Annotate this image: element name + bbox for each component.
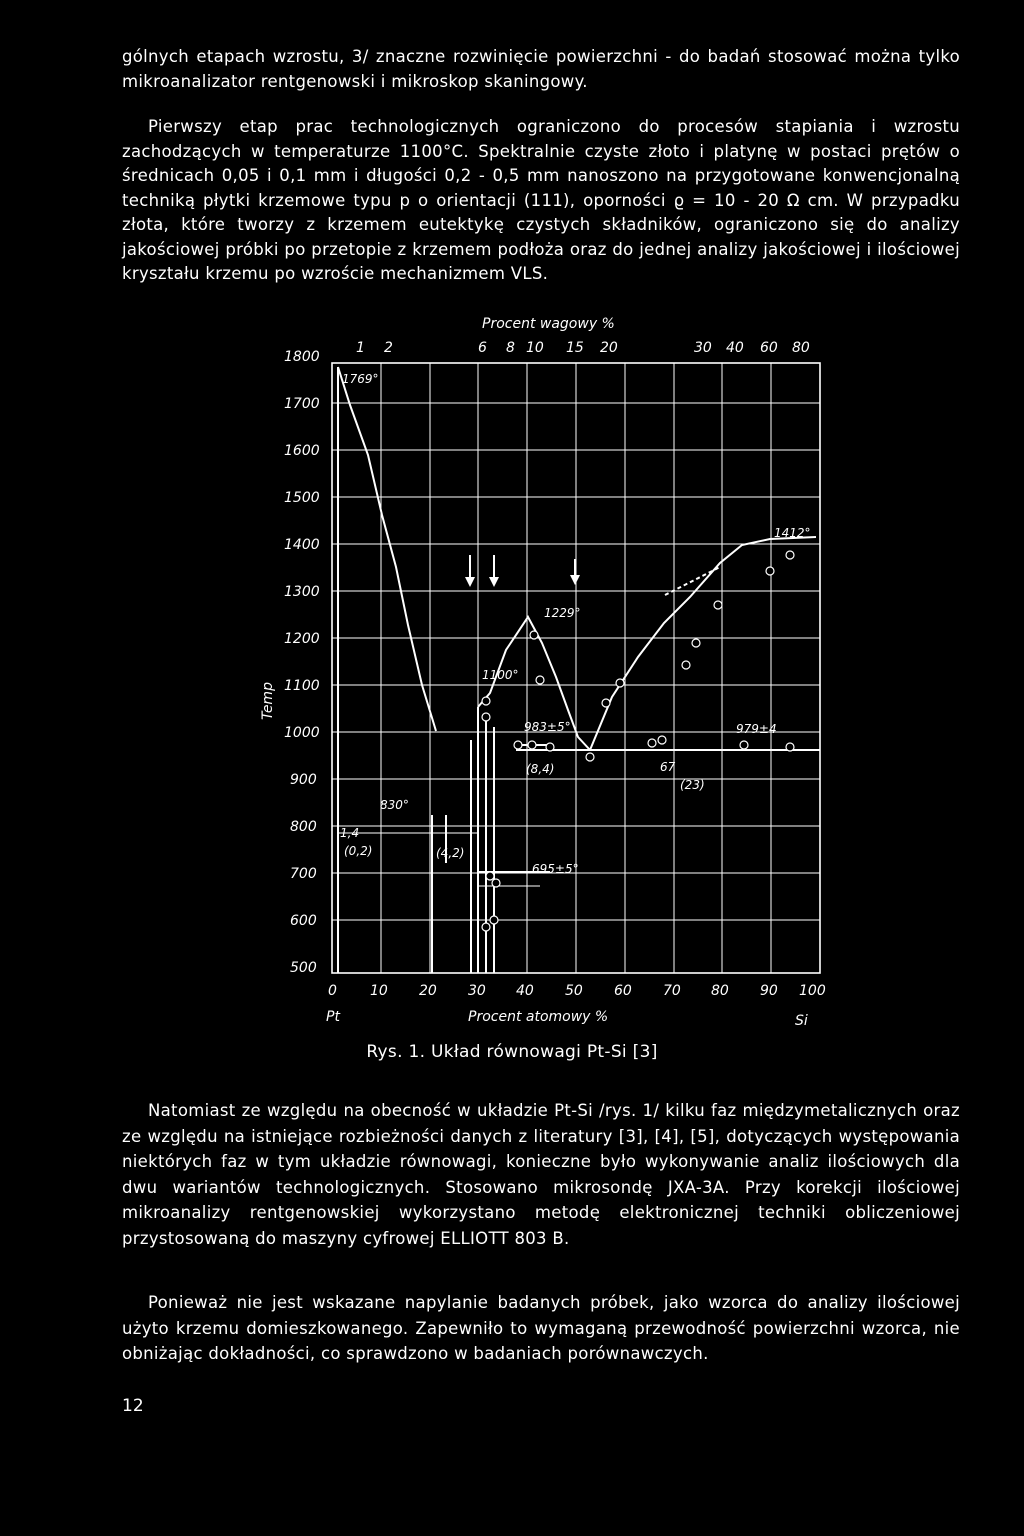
- top-tick: 40: [726, 340, 744, 356]
- paragraph-technology-stage: Pierwszy etap prac technologicznych ograniczono do procesów stapiania i wzrostu zachodzących w temperaturze 1100°C. Spektralnie czyste złoto i platynę w postaci prętów o średnicach 0,05 i 0,1 mm i długości 0,2 - 0,5 mm nanoszono na przygotowane konwencjonalną techniką płytki krzemowe typu p o orientacji (111), oporności ϱ = 10 - 20 Ω cm. W przypadku złota, które tworzy z krzemem eutektykę czystych składników, ograniczono się do analizy jakościowej próbki po przetopie z krzemem podłoża oraz do jednej analizy jakościowej i ilościowej kryształu krzemu po wzroście mechanizmem VLS.: [122, 117, 960, 283]
- y-tick: 1700: [284, 396, 320, 412]
- paragraph-intro-continuation: gólnych etapach wzrostu, 3/ znaczne rozwinięcie powierzchni - do badań stosować można tylko mikroanalizator rentgenowski i mikroskop skaningowy.: [122, 47, 960, 91]
- x-tick: 20: [419, 983, 437, 999]
- x-tick: 10: [370, 983, 388, 999]
- x-left-label: Pt: [326, 1009, 340, 1025]
- phase-arrows: [465, 555, 580, 587]
- annotation-1769: 1769°: [342, 372, 379, 386]
- top-tick: 60: [760, 340, 778, 356]
- top-tick: 30: [694, 340, 712, 356]
- y-tick: 1800: [284, 349, 320, 365]
- y-tick: 1300: [284, 584, 320, 600]
- figure-caption: Rys. 1. Układ równowagi Pt-Si [3]: [366, 1042, 658, 1062]
- x-tick: 80: [711, 983, 729, 999]
- y-tick: 800: [290, 819, 317, 835]
- y-tick: 600: [290, 913, 317, 929]
- x-tick: 0: [328, 983, 337, 999]
- top-axis-ticks: [356, 340, 810, 356]
- y-tick: 1600: [284, 443, 320, 459]
- liquidus-curves: [338, 367, 816, 750]
- annotation-979: 979±4: [736, 722, 777, 736]
- y-tick: 1200: [284, 631, 320, 647]
- solidus-and-phase-lines: [338, 367, 820, 973]
- annotation-830: 830°: [380, 798, 409, 812]
- annotation-4-2: (4,2): [436, 846, 465, 860]
- top-tick: 1: [356, 340, 365, 356]
- x-axis-title: Procent atomowy %: [468, 1009, 609, 1025]
- annotation-1412: 1412°: [774, 526, 811, 540]
- phase-diagram-svg: [250, 305, 850, 1030]
- x-axis-ticks: [328, 983, 826, 999]
- top-tick: 80: [792, 340, 810, 356]
- annotation-23: (23): [680, 778, 705, 792]
- pt-si-phase-diagram: [250, 305, 850, 1030]
- annotation-1100: 1100°: [482, 668, 519, 682]
- x-tick: 40: [516, 983, 534, 999]
- top-tick: 2: [384, 340, 393, 356]
- y-axis-ticks: [284, 349, 320, 976]
- x-right-label: Si: [795, 1013, 808, 1029]
- y-tick: 1000: [284, 725, 320, 741]
- diagram-annotations: [340, 372, 811, 876]
- y-tick: 1400: [284, 537, 320, 553]
- annotation-983: 983±5°: [524, 720, 571, 734]
- paragraph-pt-si-analysis: Natomiast ze względu na obecność w układzie Pt-Si /rys. 1/ kilku faz międzymetalicznych oraz ze względu na istniejące rozbieżności danych z literatury [3], [4], [5], dotyczących występowania niektórych faz w tym układzie równowagi, konieczne było wykonywanie analiz ilościowych dla dwu wariantów technologicznych. Stosowano mikrosondę JXA-3A. Przy korekcji ilościowej mikroanalizy rentgenowskiej wykorzystano metodę elektronicznej techniki obliczeniowej przystosowaną do maszyny cyfrowej ELLIOTT 803 B.: [122, 1101, 960, 1248]
- annotation-1229: 1229°: [544, 606, 581, 620]
- y-tick: 500: [290, 960, 317, 976]
- annotation-67: 67: [660, 760, 676, 774]
- annotation-0-2: (0,2): [344, 844, 373, 858]
- x-tick: 50: [565, 983, 583, 999]
- data-points: [482, 551, 794, 931]
- page-number: 12: [122, 1396, 144, 1416]
- y-tick: 700: [290, 866, 317, 882]
- y-axis-title: Temp: [260, 682, 276, 720]
- top-tick: 15: [566, 340, 584, 356]
- x-tick: 30: [468, 983, 486, 999]
- annotation-695: 695±5°: [532, 862, 579, 876]
- top-tick: 6: [478, 340, 487, 356]
- top-tick: 20: [600, 340, 618, 356]
- x-tick: 90: [760, 983, 778, 999]
- x-tick: 70: [663, 983, 681, 999]
- top-tick: 10: [526, 340, 544, 356]
- y-tick: 900: [290, 772, 317, 788]
- top-tick: 8: [506, 340, 515, 356]
- top-axis-title: Procent wagowy %: [482, 316, 615, 332]
- paragraph-reference-standard: Ponieważ nie jest wskazane napylanie badanych próbek, jako wzorca do analizy ilościowej użyto krzemu domieszkowanego. Zapewniło to wymaganą przewodność powierzchni wzorca, nie obniżając dokładności, co sprawdzono w badaniach porównawczych.: [122, 1293, 960, 1364]
- annotation-8-4: (8,4): [526, 762, 555, 776]
- x-tick: 100: [799, 983, 826, 999]
- y-tick: 1100: [284, 678, 320, 694]
- annotation-1-4: 1,4: [340, 826, 360, 840]
- y-tick: 1500: [284, 490, 320, 506]
- x-tick: 60: [614, 983, 632, 999]
- composition-gridlines: [381, 363, 771, 973]
